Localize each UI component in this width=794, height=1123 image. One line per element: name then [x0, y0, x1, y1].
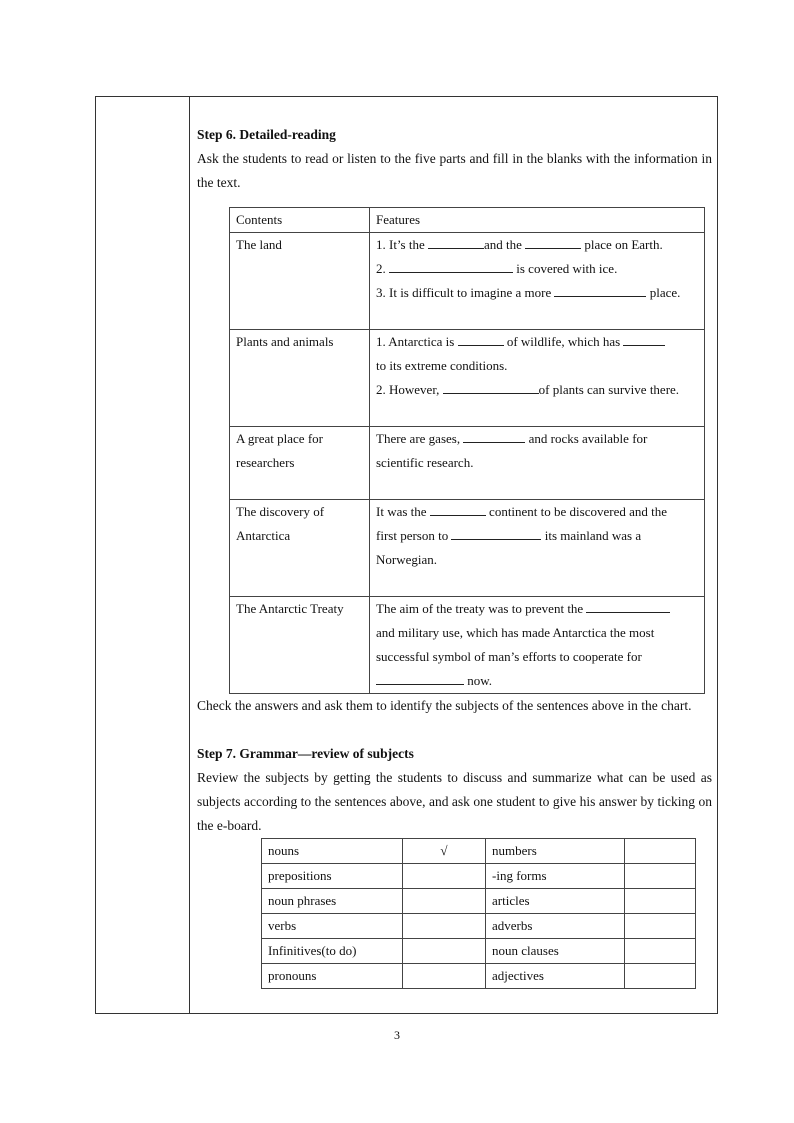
row-content: Plants and animals [230, 330, 370, 427]
answer-blank[interactable] [376, 670, 464, 685]
row-features [370, 233, 705, 330]
subject-type: adjectives [486, 964, 625, 989]
answer-blank[interactable] [443, 379, 539, 394]
step7-heading: Step 7. Grammar—review of subjects [197, 746, 414, 761]
feature-line: There are gases, and rocks available for [376, 427, 698, 451]
table-row [262, 964, 696, 989]
feature-line: scientific research. [376, 455, 474, 470]
table-row [262, 914, 696, 939]
row-features [370, 597, 705, 694]
step7-instruction: Review the subjects by getting the students to discuss and summarize what can be used as subjects according to the sentences above, and ask one student to give his answer by ticking on the e-board. [197, 770, 712, 833]
table-row [230, 597, 705, 694]
answer-blank[interactable] [525, 234, 581, 249]
subject-type: adverbs [486, 914, 625, 939]
left-column [96, 97, 190, 1013]
feature-line: 3. It is difficult to imagine a more place. [376, 281, 698, 305]
row-features [370, 427, 705, 500]
tick-cell[interactable] [403, 914, 486, 939]
feature-line: successful symbol of man’s efforts to cooperate for [376, 649, 642, 664]
table-row [262, 889, 696, 914]
table-row [230, 500, 705, 597]
row-features [370, 330, 705, 427]
answer-blank[interactable] [428, 234, 484, 249]
feature-line: It was the continent to be discovered and the [376, 500, 698, 524]
table-row [230, 330, 705, 427]
tick-cell[interactable] [625, 939, 696, 964]
answer-blank[interactable] [389, 258, 513, 273]
feature-line: 2. is covered with ice. [376, 257, 698, 281]
subject-type: noun phrases [262, 889, 403, 914]
subject-type: verbs [262, 914, 403, 939]
tick-cell[interactable] [625, 839, 696, 864]
tick-cell[interactable] [403, 939, 486, 964]
tick-cell[interactable] [625, 964, 696, 989]
features-table [229, 207, 705, 694]
features-table-header [230, 208, 705, 233]
answer-blank[interactable] [451, 525, 541, 540]
feature-line: and military use, which has made Antarctica the most [376, 625, 655, 640]
answer-blank[interactable] [586, 598, 670, 613]
main-content [197, 123, 712, 989]
subject-type: articles [486, 889, 625, 914]
tick-cell[interactable] [625, 864, 696, 889]
table-row [230, 233, 705, 330]
answer-blank[interactable] [430, 501, 486, 516]
table-row [262, 939, 696, 964]
feature-line: to its extreme conditions. [376, 358, 508, 373]
feature-line: The aim of the treaty was to prevent the [376, 597, 698, 621]
feature-line: Norwegian. [376, 552, 438, 567]
page-number: 3 [394, 1028, 400, 1042]
grammar-table [261, 838, 696, 989]
feature-line: now. [376, 669, 698, 693]
step6-instruction: Ask the students to read or listen to the five parts and fill in the blanks with the information in the text. [197, 151, 712, 190]
row-content: The land [230, 233, 370, 330]
answer-blank[interactable] [463, 428, 525, 443]
tick-cell[interactable] [625, 889, 696, 914]
row-content: The Antarctic Treaty [230, 597, 370, 694]
table-row [262, 839, 696, 864]
row-features [370, 500, 705, 597]
step6-heading: Step 6. Detailed-reading [197, 127, 336, 142]
table-row [230, 427, 705, 500]
subject-type: numbers [486, 839, 625, 864]
check-answers-text: Check the answers and ask them to identify the subjects of the sentences above in the chart. [197, 698, 692, 713]
table-row [262, 864, 696, 889]
row-content: The discovery of Antarctica [230, 500, 370, 597]
answer-blank[interactable] [623, 331, 665, 346]
feature-line: first person to its mainland was a [376, 524, 698, 548]
subject-type: pronouns [262, 964, 403, 989]
answer-blank[interactable] [554, 282, 646, 297]
subject-type: prepositions [262, 864, 403, 889]
header-contents: Contents [230, 208, 370, 233]
feature-line: 2. However, of plants can survive there. [376, 378, 698, 402]
tick-cell[interactable]: √ [403, 839, 486, 864]
tick-cell[interactable] [403, 864, 486, 889]
feature-line: 1. It’s the and the place on Earth. [376, 233, 698, 257]
tick-cell[interactable] [625, 914, 696, 939]
tick-cell[interactable] [403, 964, 486, 989]
subject-type: Infinitives(to do) [262, 939, 403, 964]
tick-cell[interactable] [403, 889, 486, 914]
subject-type: noun clauses [486, 939, 625, 964]
subject-type: -ing forms [486, 864, 625, 889]
header-features: Features [370, 208, 705, 233]
lesson-plan-frame [95, 96, 718, 1014]
answer-blank[interactable] [458, 331, 504, 346]
row-content: A great place for researchers [230, 427, 370, 500]
subject-type: nouns [262, 839, 403, 864]
feature-line: 1. Antarctica is of wildlife, which has [376, 330, 698, 354]
